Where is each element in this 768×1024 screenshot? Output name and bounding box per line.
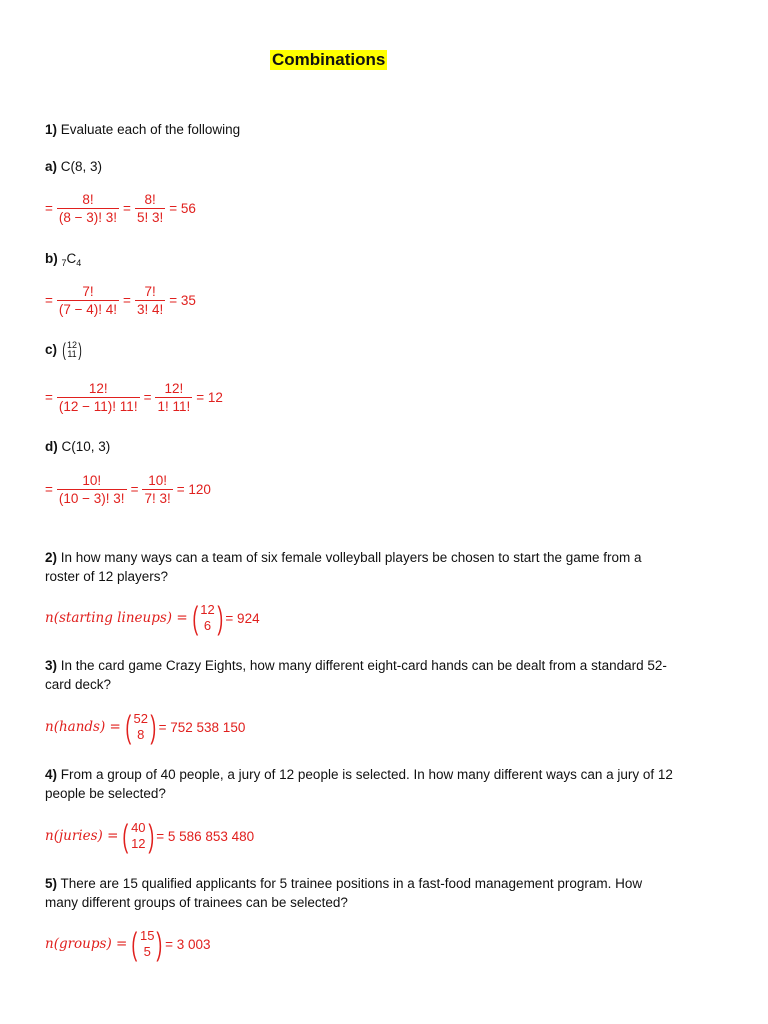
question-number: 2)	[45, 550, 58, 565]
part-d-label	[45, 437, 110, 456]
binomial-top: 12	[200, 602, 215, 617]
answer-lhs: n(starting lineups) =	[45, 610, 188, 626]
page-title: Combinations	[272, 50, 386, 69]
question-number: 3)	[45, 658, 58, 673]
result: = 3 003	[165, 936, 211, 952]
question-5-answer	[45, 928, 211, 960]
binomial-top: 12	[67, 339, 78, 350]
part-expression: C(10, 3)	[61, 439, 111, 454]
result: = 35	[169, 293, 196, 308]
question-text: From a group of 40 people, a jury of 12 people is selected. In how many different ways can a jury of 12	[60, 767, 673, 782]
binomial: ( 52 8 )	[125, 709, 157, 745]
part-a-solution: = $\frac{8!}{(8 - 3)! 3!}$ = $\frac{8!}{5! 3!}$ = 56	[45, 192, 200, 225]
result: = 924	[225, 610, 260, 626]
part-label: c)	[45, 342, 58, 357]
question-3	[45, 656, 735, 694]
part-label: b)	[45, 251, 58, 266]
binomial: ( 12 11 )	[62, 339, 82, 360]
question-text: Evaluate each of the following	[60, 122, 241, 137]
part-expression: C(8, 3)	[60, 159, 103, 174]
binomial-bottom: 8	[137, 727, 145, 742]
part-label: a)	[45, 159, 58, 174]
denominator: 7! 3!	[144, 491, 171, 506]
question-number: 4)	[45, 767, 58, 782]
question-text-continued: people be selected?	[45, 786, 166, 801]
result: = 5 586 853 480	[156, 828, 255, 844]
question-2-answer	[45, 602, 260, 634]
result: = 120	[176, 482, 211, 497]
binomial-bottom: 5	[143, 944, 151, 959]
answer-lhs: n(juries) =	[45, 828, 119, 844]
denominator: 3! 4!	[136, 302, 164, 317]
denominator: (8 − 3)! 3!	[58, 210, 118, 225]
binomial: ( 40 12 )	[122, 818, 154, 854]
numerator: 8!	[82, 192, 94, 207]
part-c-solution: = $\frac{12!}{(12 - 11)! 11!}$ = $\frac{12!}{1! 11!}$ = 12	[45, 381, 227, 414]
result: = 12	[196, 390, 223, 405]
part-a-label	[45, 157, 102, 176]
question-number: 5)	[45, 876, 58, 891]
question-text: In how many ways can a team of six female volleyball players be chosen to start the game from a	[60, 550, 642, 565]
question-text-continued: card deck?	[45, 677, 112, 692]
numerator: 8!	[144, 192, 156, 207]
denominator: (12 − 11)! 11!	[58, 399, 138, 414]
question-text: In the card game Crazy Eights, how many different eight-card hands can be dealt from a standard 52-	[60, 658, 667, 673]
question-3-answer	[45, 711, 245, 743]
subscript: 4	[76, 258, 82, 268]
question-text-continued: roster of 12 players?	[45, 569, 169, 584]
binomial-bottom: 11	[67, 348, 77, 359]
part-b-solution: = $\frac{7!}{(7 - 4)! 4!}$ = $\frac{7!}{3! 4!}$ = 35	[45, 284, 200, 317]
numerator: 10!	[148, 473, 167, 488]
binomial-top: 52	[133, 711, 148, 726]
question-5	[45, 874, 735, 912]
denominator: (10 − 3)! 3!	[58, 491, 125, 506]
question-number: 1)	[45, 122, 58, 137]
question-2	[45, 548, 735, 586]
question-text: There are 15 qualified applicants for 5 trainee positions in a fast-food management program. How	[60, 876, 643, 891]
binomial-bottom: 12	[131, 836, 146, 851]
part-b-label	[45, 249, 81, 273]
denominator: (7 − 4)! 4!	[58, 302, 118, 317]
question-1	[45, 120, 240, 139]
result: = 752 538 150	[158, 719, 246, 735]
numerator: 12!	[164, 381, 184, 396]
part-label: d)	[45, 439, 58, 454]
part-expression: C	[66, 251, 77, 266]
question-4-answer	[45, 820, 254, 852]
binomial-top: 15	[139, 928, 155, 943]
binomial: ( 12 6 )	[192, 600, 224, 636]
numerator: 12!	[88, 381, 108, 396]
numerator: 7!	[82, 284, 94, 299]
question-text-continued: many different groups of trainees can be selected?	[45, 895, 348, 910]
part-c-label	[45, 340, 83, 359]
denominator: 1! 11!	[157, 399, 191, 414]
binomial: ( 15 5 )	[131, 926, 163, 962]
denominator: 5! 3!	[136, 210, 164, 225]
numerator: 7!	[144, 284, 156, 299]
numerator: 10!	[82, 473, 102, 488]
answer-lhs: n(hands) =	[45, 719, 121, 735]
binomial-top: 40	[131, 820, 146, 835]
question-4	[45, 765, 745, 803]
binomial-bottom: 6	[203, 618, 212, 633]
answer-lhs: n(groups) =	[45, 936, 128, 952]
result: = 56	[169, 201, 196, 216]
part-d-solution: = $\frac{10!}{(10 - 3)! 3!}$ = $\frac{10!}{7! 3!}$ = 120	[45, 473, 215, 506]
pre-subscript: 7	[61, 258, 67, 268]
